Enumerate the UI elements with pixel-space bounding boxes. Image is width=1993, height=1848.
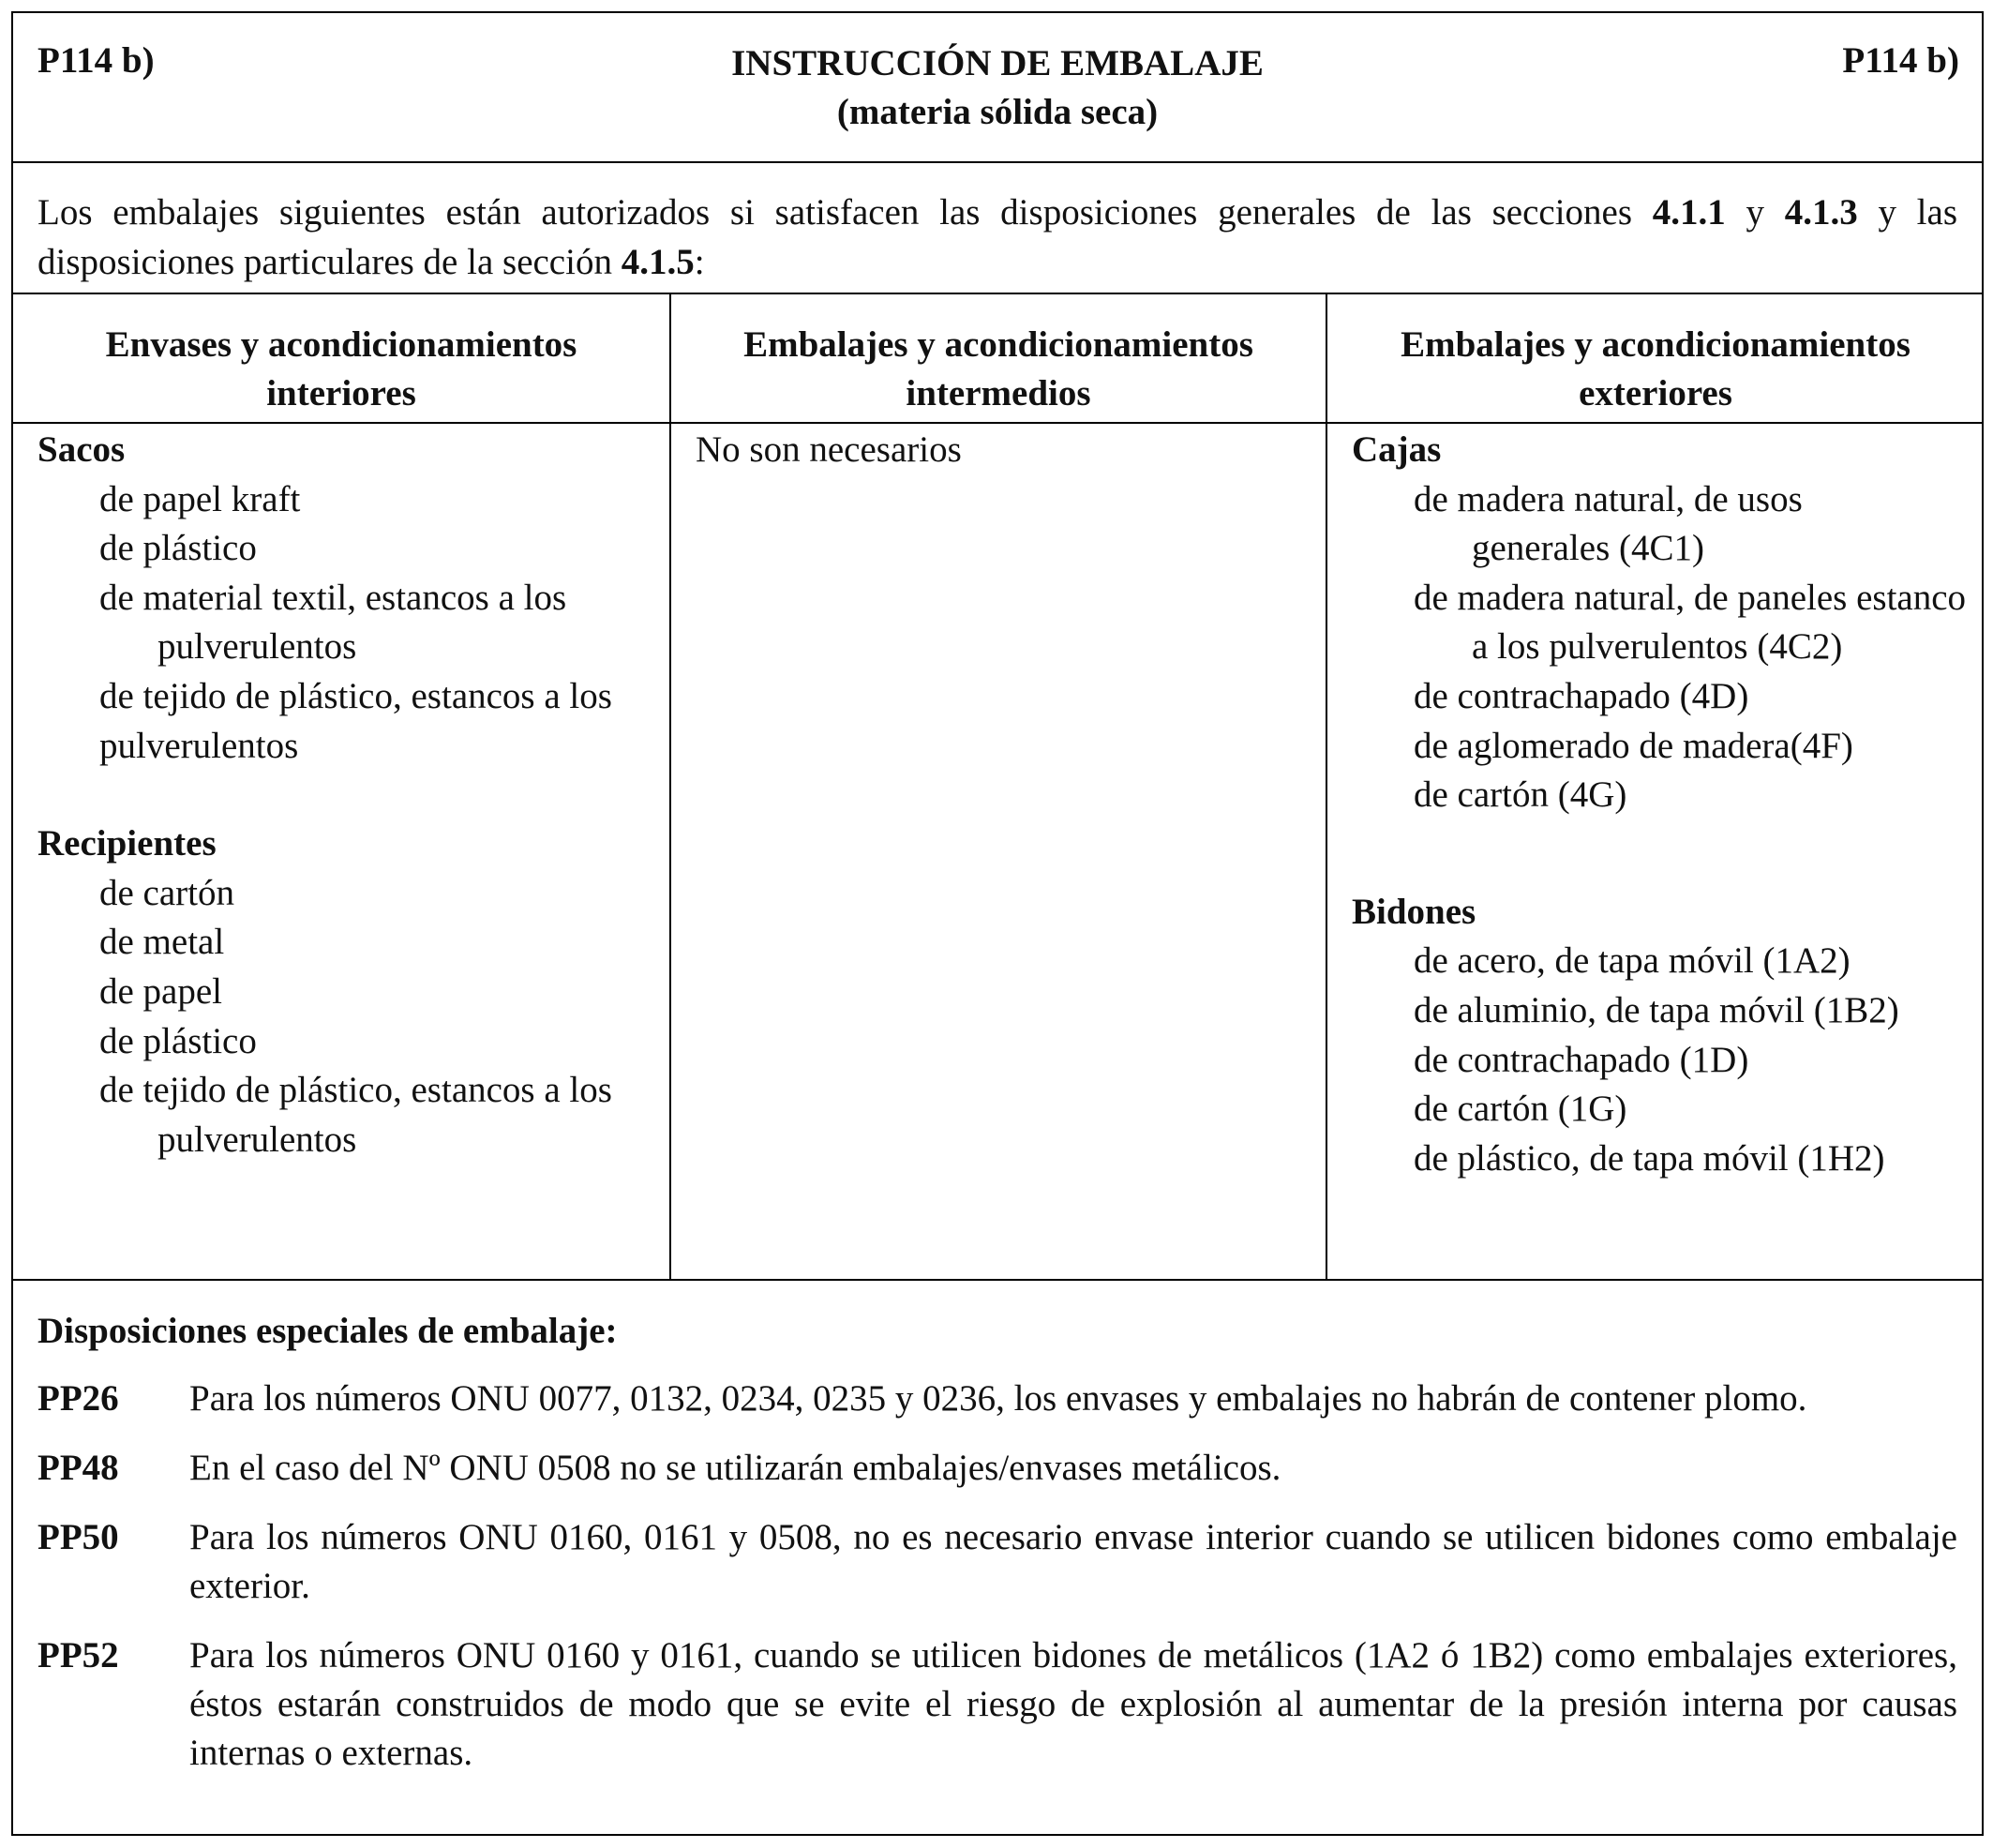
column-divider (669, 293, 671, 1279)
title-line-1: INSTRUCCIÓN DE EMBALAJE (731, 43, 1264, 83)
list-item: de cartón (1G) (1414, 1089, 1627, 1130)
special-provisions (13, 1279, 1982, 1798)
list-item: de plástico, de tapa móvil (1H2) (1414, 1137, 1885, 1179)
column-header-outer (1327, 294, 1984, 422)
column-header-line: Envases y acondicionamientos (105, 324, 577, 365)
section-ref: 4.1.1 (1652, 192, 1726, 233)
list-item: de cartón (4G) (1414, 774, 1627, 816)
list-item: de contrachapado (1D) (1414, 1039, 1749, 1080)
provision-pp26 (37, 1375, 1957, 1423)
provision-text: Para los números ONU 0160 y 0161, cuando se utilicen bidones de metálicos (1A2 ó 1B2) como embalajes exteriores, éstos estarán construidos de modo que se evite el riesgo de explosión al aumentar de la presión interna por causas internas o externas. (189, 1635, 1957, 1773)
special-provisions-title: Disposiciones especiales de embalaje: (37, 1311, 618, 1351)
column-header-line: interiores (266, 373, 416, 413)
not-required-text: No son necesarios (696, 429, 962, 470)
column-intermediate-content (696, 426, 1305, 475)
list-item: de aluminio, de tapa móvil (1B2) (1414, 989, 1899, 1030)
list-item: de papel (99, 970, 223, 1012)
column-inner-content (37, 426, 656, 1164)
category-heading: Sacos (37, 429, 126, 470)
list-item: de material textil, estancos a los pulverulentos (99, 577, 567, 668)
spacer (1352, 820, 1974, 888)
intro-paragraph (13, 163, 1982, 293)
column-divider (1326, 293, 1327, 1279)
list-item: de tejido de plástico, estancos a los pulverulentos (99, 1070, 612, 1160)
column-header-intermediate (671, 294, 1326, 422)
spacer (37, 771, 656, 819)
category-heading: Recipientes (37, 823, 217, 864)
instruction-title (13, 39, 1982, 137)
provision-code: PP48 (37, 1448, 119, 1488)
packing-instruction-table (11, 11, 1984, 1836)
list-item: de madera natural, de usos generales (4C1) (1414, 478, 1803, 569)
provision-code: PP26 (37, 1378, 119, 1419)
category-heading: Bidones (1352, 891, 1476, 932)
list-item: de cartón (99, 872, 235, 913)
instruction-code-right: P114 b) (1842, 40, 1959, 81)
column-header-line: exteriores (1579, 373, 1732, 413)
list-item: de contrachapado (4D) (1414, 675, 1749, 716)
section-ref: 4.1.5 (621, 242, 695, 282)
column-header-inner (13, 294, 669, 422)
provision-text: En el caso del Nº ONU 0508 no se utilizarán embalajes/envases metálicos. (189, 1448, 1281, 1488)
list-item: de plástico (99, 1020, 257, 1061)
intro-text: : (694, 242, 705, 282)
list-item: de metal (99, 922, 225, 963)
section-ref: 4.1.3 (1784, 192, 1858, 233)
list-item: de madera natural, de paneles estanco a los pulverulentos (4C2) (1414, 577, 1967, 668)
intro-text: Los embalajes siguientes están autorizados si satisfacen las disposiciones generales de las secciones (37, 192, 1653, 233)
provision-text: Para los números ONU 0077, 0132, 0234, 0235 y 0236, los envases y embalajes no habrán de contener plomo. (189, 1378, 1807, 1419)
list-item: de plástico (99, 528, 257, 569)
provision-pp48 (37, 1444, 1957, 1493)
list-item: de papel kraft (99, 478, 301, 519)
instruction-header (13, 13, 1982, 161)
list-item: de aglomerado de madera(4F) (1414, 725, 1853, 766)
provision-text: Para los números ONU 0160, 0161 y 0508, no es necesario envase interior cuando se utilicen bidones como embalaje exterior. (189, 1517, 1957, 1606)
list-item: de acero, de tapa móvil (1A2) (1414, 940, 1851, 982)
column-outer-content (1352, 426, 1974, 1183)
provision-pp50 (37, 1513, 1957, 1611)
divider (13, 422, 1982, 424)
column-header-line: Embalajes y acondicionamientos (743, 324, 1253, 365)
intro-text: y (1725, 192, 1785, 233)
column-header-line: intermedios (906, 373, 1091, 413)
instruction-code-left: P114 b) (37, 40, 155, 81)
category-heading: Cajas (1352, 429, 1442, 470)
list-item: de tejido de plástico, estancos a los pulverulentos (99, 675, 612, 766)
column-header-line: Embalajes y acondicionamientos (1401, 324, 1911, 365)
provision-code: PP50 (37, 1517, 119, 1557)
provision-code: PP52 (37, 1635, 119, 1675)
provision-pp52 (37, 1631, 1957, 1778)
intro-text: y las disposiciones particulares de la sección (37, 192, 1958, 282)
title-line-2: (materia sólida seca) (836, 92, 1159, 132)
